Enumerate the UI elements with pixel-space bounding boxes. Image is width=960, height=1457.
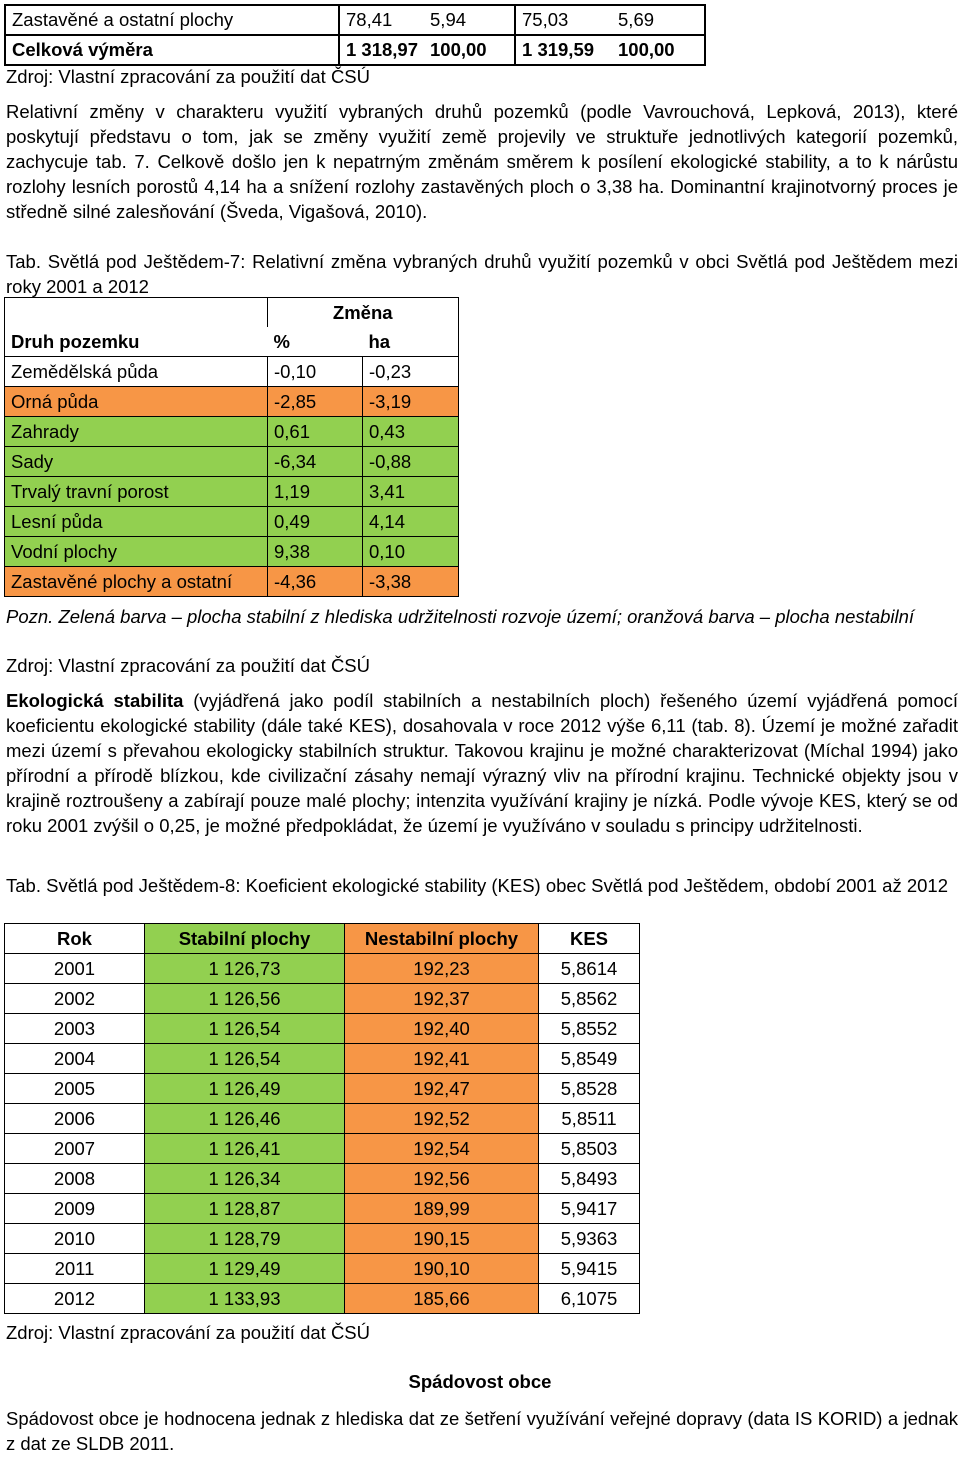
table-row [5,984,640,1014]
table-row [5,417,459,447]
cell-stable: 1 126,54 [145,1014,345,1044]
table7-caption: Tab. Světlá pod Ještědem-7: Relativní změna vybraných druhů využití pozemků v obci Světlá pod Ještědem mezi roky 2001 a 2012 [6,251,958,297]
cell-percent: -0,10 [268,357,363,387]
table-row [5,1044,640,1074]
cell-kes: 5,8552 [539,1014,640,1044]
source-note: Zdroj: Vlastní zpracování za použití dat ČSÚ [6,1322,371,1343]
cell-percent: 0,61 [268,417,363,447]
land-area-table-fragment [4,4,706,66]
cell-value: 5,69 [612,5,705,35]
cell-value: 100,00 [612,35,705,65]
header-unstable: Nestabilní plochy [345,924,539,954]
table-row [5,35,705,65]
cell-value: 75,03 [515,5,612,35]
table-row [5,1074,640,1104]
cell-year: 2006 [5,1104,145,1134]
header-spacer [5,298,268,328]
cell-unstable: 192,52 [345,1104,539,1134]
header-year: Rok [5,924,145,954]
table-row [5,1254,640,1284]
cell-unstable: 192,41 [345,1044,539,1074]
cell-hectares: 0,10 [363,537,459,567]
header-kes: KES [539,924,640,954]
cell-year: 2008 [5,1164,145,1194]
header-hectares: ha [363,327,459,357]
cell-stable: 1 126,56 [145,984,345,1014]
cell-year: 2002 [5,984,145,1014]
table8-caption: Tab. Světlá pod Ještědem-8: Koeficient ekologické stability (KES) obec Světlá pod Ještědem, období 2001 až 2012 [6,875,949,896]
section-heading: Spádovost obce [408,1371,552,1392]
cell-year: 2001 [5,954,145,984]
cell-kes: 5,8493 [539,1164,640,1194]
table-row [5,567,459,597]
cell-label: Orná půda [5,387,268,417]
cell-kes: 5,8528 [539,1074,640,1104]
cell-stable: 1 128,79 [145,1224,345,1254]
cell-stable: 1 133,93 [145,1284,345,1314]
header-land-type: Druh pozemku [5,327,268,357]
table-row [5,954,640,984]
table-row [5,387,459,417]
cell-year: 2003 [5,1014,145,1044]
cell-label: Zemědělská půda [5,357,268,387]
cell-unstable: 192,23 [345,954,539,984]
header-stable: Stabilní plochy [145,924,345,954]
cell-kes: 6,1075 [539,1284,640,1314]
cell-stable: 1 126,34 [145,1164,345,1194]
cell-label: Zastavěné a ostatní plochy [5,5,339,35]
table-row [5,537,459,567]
land-use-change-table [4,297,459,597]
paragraph-ecological-stability [6,688,958,838]
cell-unstable: 192,56 [345,1164,539,1194]
cell-stable: 1 126,41 [145,1134,345,1164]
cell-year: 2010 [5,1224,145,1254]
cell-unstable: 192,47 [345,1074,539,1104]
table-row [5,507,459,537]
table-row [5,1014,640,1044]
cell-unstable: 192,40 [345,1014,539,1044]
paragraph-text: (vyjádřená jako podíl stabilních a nestabilních ploch) řešeného území vyjádřená pomocí koeficientu ekologické stability (dále také KES), dosahovala v roce 2012 výše 6,11 (tab. 8). Území je možné zařadit mezi území s převahou ekologicky stabilních struktur. Takovou krajinu je možné charakterizovat (Míchal 1994) jako přírodní a přírodě blízkou, kde civilizační zásahy nemají výrazný vliv na přírodní krajinu. Technické objekty jsou v krajině roztroušeny a zabírají pouze malé plochy; intenzita využívání krajiny je nízká. Podle vývoje KES, který se od roku 2001 zvýšil o 0,25, je možné předpokládat, že území je využíváno v souladu s principy udržitelnosti. [6,690,958,836]
cell-year: 2005 [5,1074,145,1104]
cell-stable: 1 126,54 [145,1044,345,1074]
cell-label: Vodní plochy [5,537,268,567]
cell-year: 2011 [5,1254,145,1284]
cell-label: Lesní půda [5,507,268,537]
cell-percent: 9,38 [268,537,363,567]
cell-stable: 1 126,46 [145,1104,345,1134]
header-change: Změna [268,298,459,328]
cell-label: Sady [5,447,268,477]
table-row [5,447,459,477]
cell-hectares: -3,19 [363,387,459,417]
cell-percent: 1,19 [268,477,363,507]
table-row [5,1284,640,1314]
cell-hectares: 4,14 [363,507,459,537]
cell-kes: 5,8503 [539,1134,640,1164]
cell-unstable: 185,66 [345,1284,539,1314]
cell-hectares: 3,41 [363,477,459,507]
cell-kes: 5,8511 [539,1104,640,1134]
cell-unstable: 190,15 [345,1224,539,1254]
cell-unstable: 189,99 [345,1194,539,1224]
header-percent: % [268,327,363,357]
table-header-row [5,924,640,954]
cell-kes: 5,9415 [539,1254,640,1284]
table-header-row [5,327,459,357]
table-row [5,1224,640,1254]
cell-year: 2004 [5,1044,145,1074]
cell-kes: 5,9363 [539,1224,640,1254]
cell-unstable: 190,10 [345,1254,539,1284]
cell-value: 1 318,97 [339,35,424,65]
table-row [5,477,459,507]
cell-label: Trvalý travní porost [5,477,268,507]
table-row [5,357,459,387]
cell-hectares: -0,23 [363,357,459,387]
table-row [5,1194,640,1224]
cell-year: 2012 [5,1284,145,1314]
cell-hectares: -3,38 [363,567,459,597]
table-row [5,1134,640,1164]
cell-percent: -2,85 [268,387,363,417]
cell-stable: 1 129,49 [145,1254,345,1284]
cell-kes: 5,8549 [539,1044,640,1074]
table-row [5,1164,640,1194]
cell-stable: 1 128,87 [145,1194,345,1224]
paragraph-land-use-changes: Relativní změny v charakteru využití vybraných druhů pozemků (podle Vavrouchová, Lepková, 2013), které poskytují představu o tom, jak se změny využití země projevily ve struktuře jednotlivých kategorií pozemků, zachycuje tab. 7. Celkově došlo jen k nepatrným změnám směrem k posílení ekologické stability, a to k nárůstu rozlohy lesních porostů 4,14 ha a snížení rozlohy zastavěných ploch o 3,38 ha. Dominantní krajinotvorný proces je středně silné zalesňování (Šveda, Vigašová, 2010). [6,101,958,222]
cell-year: 2007 [5,1134,145,1164]
cell-stable: 1 126,49 [145,1074,345,1104]
kes-table [4,923,640,1314]
cell-unstable: 192,54 [345,1134,539,1164]
cell-value: 1 319,59 [515,35,612,65]
table-header-row [5,298,459,328]
cell-unstable: 192,37 [345,984,539,1014]
cell-label: Zahrady [5,417,268,447]
cell-label: Celková výměra [5,35,339,65]
cell-percent: 0,49 [268,507,363,537]
table-row [5,5,705,35]
cell-kes: 5,8562 [539,984,640,1014]
cell-percent: -6,34 [268,447,363,477]
cell-kes: 5,9417 [539,1194,640,1224]
cell-hectares: 0,43 [363,417,459,447]
table-row [5,1104,640,1134]
cell-label: Zastavěné plochy a ostatní [5,567,268,597]
cell-value: 5,94 [424,5,515,35]
bold-lead: Ekologická stabilita [6,690,184,711]
source-note: Zdroj: Vlastní zpracování za použití dat ČSÚ [6,66,371,87]
cell-kes: 5,8614 [539,954,640,984]
section-paragraph: Spádovost obce je hodnocena jednak z hlediska dat ze šetření využívání veřejné dopravy (data IS KORID) a jednak z dat ze SLDB 2011. [6,1408,958,1454]
cell-year: 2009 [5,1194,145,1224]
source-note: Zdroj: Vlastní zpracování za použití dat ČSÚ [6,655,371,676]
cell-percent: -4,36 [268,567,363,597]
cell-stable: 1 126,73 [145,954,345,984]
table7-note: Pozn. Zelená barva – plocha stabilní z hlediska udržitelnosti rozvoje území; oranžová barva – plocha nestabilní [6,606,915,627]
cell-hectares: -0,88 [363,447,459,477]
cell-value: 78,41 [339,5,424,35]
cell-value: 100,00 [424,35,515,65]
